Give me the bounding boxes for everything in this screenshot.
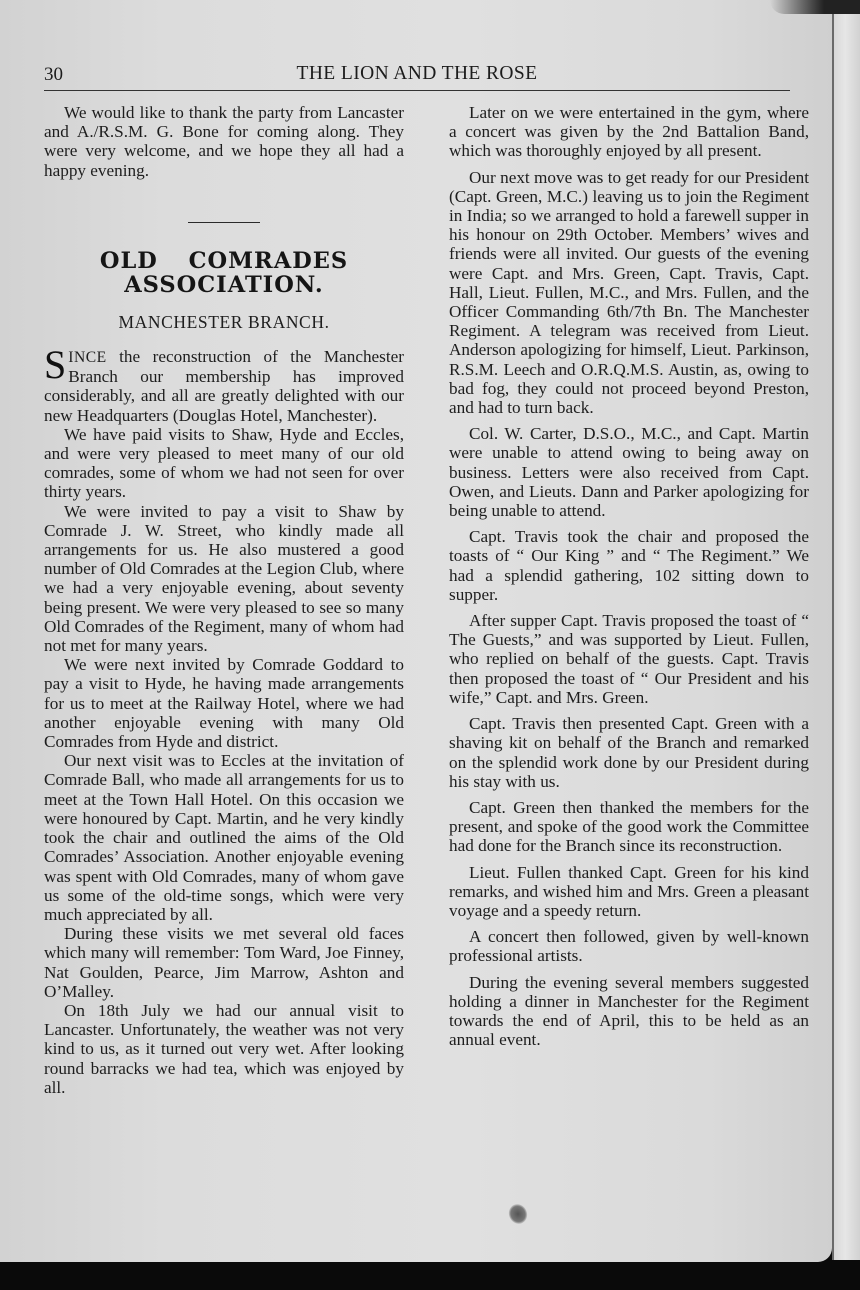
ink-blot-mark [506,1201,531,1227]
section-divider [188,222,260,223]
section-title-line1: OLD COMRADES [99,247,349,274]
running-head [44,62,790,91]
paragraph-fullen-thanks: Lieut. Fullen thanked Capt. Green for his kind remarks, and wished him and Mrs. Green a pleasant voyage and a speedy return. [449,862,809,920]
paragraph-after-supper: After supper Capt. Travis proposed the toast of “ The Guests,” and was supported by Lieut. Fullen, who replied on behalf of the guests. Capt. Travis then proposed the toast of “ Our President and his wife,” Capt. and Mrs. Green. [449,611,809,707]
opening-paragraph [44,342,404,425]
section-title [44,249,404,297]
drop-cap-smallcaps: INCE [68,349,107,367]
paragraph-lancaster: On 18th July we had our annual visit to Lancaster. Unfortunately, the weather was not very kind to us, as it turned out very wet. After looking round barracks we had tea, which was enjoyed by all. [44,1000,404,1097]
paragraph-gym-concert: Later on we were entertained in the gym, where a concert was given by the 2nd Battalion Band, which was thoroughly enjoyed by all present. [449,103,809,161]
journal-title: THE LION AND THE ROSE [296,63,538,84]
right-column [449,103,809,1049]
paragraph-annual-dinner: During the evening several members suggested holding a dinner in Manchester for the Regiment towards the end of April, this to be held as an annual event. [449,972,809,1050]
drop-cap: S [44,342,67,388]
paragraph-shaving-kit: Capt. Travis then presented Capt. Green with a shaving kit on behalf of the Branch and remarked on the splendid work done by our President during his stay with us. [449,714,809,791]
paragraph-green-thanks: Capt. Green then thanked the members for the present, and spoke of the good work the Committee had done for the Branch since its reconstruction. [449,797,809,856]
paragraph-farewell-supper: Our next move was to get ready for our President (Capt. Green, M.C.) leaving us to join the Regiment in India; so we arranged to hold a farewell supper in his honour on 29th October. Members’ wives and friends were all invited. Our guests of the evening were Capt. and Mrs. Green, Capt. Travis, Capt. Hall, Lieut. Fullen, M.C., and Mrs. Fullen, and the Officer Commanding 6th/7th Bn. The Manchester Regiment. A telegram was received from Lieut. Anderson apologizing for himself, Lieut. Parkinson, R.S.M. Leech and O.R.Q.M.S. Austin, as, owing to bad fog, they could not proceed beyond Preston, and had to turn back. [449,167,809,418]
next-page-edge [832,6,860,1260]
paragraph-eccles: Our next visit was to Eccles at the invitation of Comrade Ball, who made all arrangements for us to meet at the Town Hall Hotel. On this occasion we were honoured by Capt. Martin, and he very kindly took the chair and outlined the aims of the Old Comrades’ Association. Another enjoyable evening was spent with Old Comrades, many of whom gave us some of the old-time songs, which were very much appreciated by all. [44,751,404,924]
paragraph-visits: We have paid visits to Shaw, Hyde and Eccles, and were very pleased to meet many of our old comrades, some of whom we had not seen for over thirty years. [44,424,404,502]
paragraph-toasts: Capt. Travis took the chair and proposed the toasts of “ Our King ” and “ The Regiment.” We had a splendid gathering, 102 sitting down to supper. [449,527,809,604]
binding-shadow [770,0,860,14]
subsection-title: MANCHESTER BRANCH. [118,311,330,332]
paragraph-apologies: Col. W. Carter, D.S.O., M.C., and Capt. Martin were unable to attend owing to being away on business. Letters were also received from Capt. Owen, and Lieuts. Dann and Parker apologizing for being unable to attend. [449,424,809,521]
paragraph-old-faces: During these visits we met several old faces which many will remember: Tom Ward, Joe Finney, Nat Goulden, Pearce, Jim Marrow, Ashton and O’Malley. [44,924,404,1001]
opening-paragraph-text: the reconstruction of the Manchester Branch our membership has improved considerably, and all are greatly delighted with our new Headquarters (Douglas Hotel, Manchester). [44,347,404,425]
page-number: 30 [44,64,63,85]
paragraph-shaw: We were invited to pay a visit to Shaw by Comrade J. W. Street, who kindly made all arrangements for us. He also mustered a good number of Old Comrades at the Legion Club, where we had a very enjoyable evening, about seventy being present. We were very pleased to see so many Old Comrades of the Regiment, many of whom had not met for many years. [44,501,404,656]
intro-paragraph: We would like to thank the party from Lancaster and A./R.S.M. G. Bone for coming along. They were very welcome, and we hope they all had a happy evening. [44,103,404,180]
paragraph-concert: A concert then followed, given by well-known professional artists. [449,927,809,966]
paragraph-hyde: We were next invited by Comrade Goddard to pay a visit to Hyde, he having made arrangements for us to meet at the Railway Hotel, where we had another enjoyable evening with many Old Comrades from Hyde and district. [44,655,404,752]
left-column [44,103,404,1097]
section-title-line2: ASSOCIATION. [124,271,324,298]
